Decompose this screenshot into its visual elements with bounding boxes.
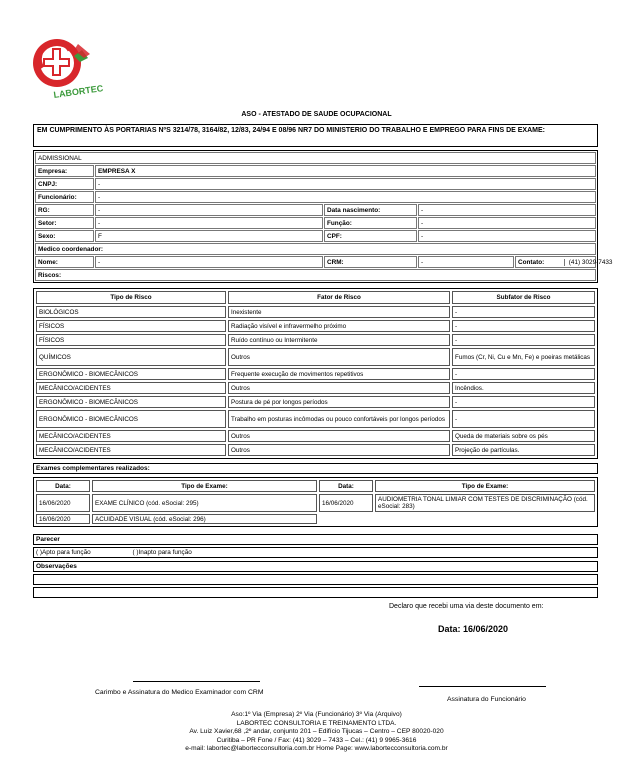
parecer-label: Parecer	[33, 534, 598, 545]
exam-date: 16/06/2020	[36, 494, 90, 512]
risk-row	[36, 368, 595, 380]
parecer-options	[33, 547, 598, 558]
funcionario-label: Funcionário:	[35, 191, 94, 203]
declaration-text: Declaro que recebi uma via deste documento em:	[389, 603, 544, 610]
rg-value: -	[95, 204, 323, 216]
nascimento-label: Data nascimento:	[324, 204, 417, 216]
funcionario-value: -	[95, 191, 596, 203]
observacoes-label: Observações	[33, 561, 598, 572]
exams-section-label: Exames complementares realizados:	[33, 463, 598, 474]
risk-factor: Postura de pé por longos períodos	[228, 396, 450, 408]
setor-value: -	[95, 217, 323, 229]
exam-header-type-left: Tipo de Exame:	[92, 480, 317, 492]
exams-table	[33, 477, 598, 527]
footer-contact: e-mail: labortec@labortecconsultoria.com.br Home Page: www.labortecconsultoria.com.br	[185, 745, 448, 753]
risk-type: ERGONÔMICO - BIOMECÂNICOS	[36, 368, 226, 380]
risk-row	[36, 396, 595, 408]
risk-header-subfator: Subfator de Risco	[452, 291, 595, 304]
risk-subfactor: -	[452, 410, 595, 428]
risk-type: BIOLÓGICOS	[36, 306, 226, 318]
risk-type: MECÂNICO/ACIDENTES	[36, 444, 226, 456]
exam-date: 16/06/2020	[36, 514, 90, 524]
cpf-value: -	[418, 230, 596, 242]
exam-header-type-right: Tipo de Exame:	[375, 480, 595, 492]
setor-label: Setor:	[35, 217, 94, 229]
footer-vias: Aso:1º Via (Empresa) 2º Via (Funcionário) 3º Via (Arquivo)	[231, 711, 402, 718]
risk-subfactor: -	[452, 368, 595, 380]
risk-row	[36, 430, 595, 442]
exam-empty-cell	[319, 514, 595, 524]
risk-subfactor: Fumos (Cr, Ni, Cu e Mn, Fe) e poeiras metálicas	[452, 348, 595, 366]
employee-info-table	[33, 150, 613, 283]
risk-factor: Radiação visível e infravermelho próximo	[228, 320, 450, 332]
contato-cell	[515, 256, 613, 268]
risk-factor: Inexistente	[228, 306, 450, 318]
logo-text: LABORTEC	[52, 83, 104, 100]
crm-value: -	[418, 256, 514, 268]
declaration-date: Data: 16/06/2020	[438, 624, 509, 634]
observacoes-line-1[interactable]	[33, 574, 598, 585]
exam-header-date-right: Data:	[319, 480, 373, 492]
risk-subfactor: -	[452, 306, 595, 318]
risk-type: FÍSICOS	[36, 320, 226, 332]
funcao-value: -	[418, 217, 596, 229]
risk-header-fator: Fator de Risco	[228, 291, 450, 304]
risk-row	[36, 334, 595, 346]
risk-factor: Trabalho em posturas incômodas ou pouco confortáveis por longos períodos	[228, 410, 450, 428]
risk-header-tipo: Tipo de Risco	[36, 291, 226, 304]
inapto-option[interactable]: ( )Inapto para função	[132, 549, 192, 556]
nome-value: -	[95, 256, 323, 268]
coordinator-section-label: Medico coordenador:	[35, 243, 596, 255]
risk-row	[36, 348, 595, 366]
cnpj-value: -	[95, 178, 596, 190]
contato-value: (41) 3029-7433	[568, 258, 613, 266]
sexo-value: F	[95, 230, 323, 242]
employee-signature-label: Assinatura do Funcionário	[447, 696, 526, 703]
risk-type: ERGONÔMICO - BIOMECÂNICOS	[36, 410, 226, 428]
risk-factor: Frequente execução de movimentos repetitivos	[228, 368, 450, 380]
empresa-label: Empresa:	[35, 165, 94, 177]
risk-row	[36, 306, 595, 318]
funcao-label: Função:	[324, 217, 417, 229]
footer-company: LABORTEC CONSULTORIA E TREINAMENTO LTDA.	[236, 719, 397, 727]
labortec-logo	[30, 36, 110, 102]
risk-subfactor: -	[452, 320, 595, 332]
risk-row	[36, 382, 595, 394]
risk-factor: Ruído contínuo ou Intermitente	[228, 334, 450, 346]
observacoes-line-2[interactable]	[33, 587, 598, 598]
risk-row	[36, 410, 595, 428]
crm-label: CRM:	[324, 256, 417, 268]
risk-factor: Outros	[228, 430, 450, 442]
risk-subfactor: Queda de materiais sobre os pés	[452, 430, 595, 442]
risk-row	[36, 444, 595, 456]
risk-subfactor: -	[452, 396, 595, 408]
risk-type: MECÂNICO/ACIDENTES	[36, 430, 226, 442]
risk-factor: Outros	[228, 382, 450, 394]
footer-address: Av. Luiz Xavier,68 ,2º andar, conjunto 201 – Edifício Tijucas – Centro – CEP 80020-020	[189, 728, 444, 736]
risk-subfactor: Incêndios.	[452, 382, 595, 394]
nome-label: Nome:	[35, 256, 94, 268]
exam-header-date-left: Data:	[36, 480, 90, 492]
doctor-signature-line	[133, 681, 260, 682]
risks-section-label: Riscos:	[35, 269, 596, 281]
footer	[0, 711, 633, 754]
risk-type: MECÂNICO/ACIDENTES	[36, 382, 226, 394]
rg-label: RG:	[35, 204, 94, 216]
document-title: ASO - ATESTADO DE SAUDE OCUPACIONAL	[241, 111, 392, 118]
cpf-label: CPF:	[324, 230, 417, 242]
risk-subfactor: -	[452, 334, 595, 346]
nascimento-value: -	[418, 204, 596, 216]
empresa-value: EMPRESA X	[95, 165, 596, 177]
cnpj-label: CNPJ:	[35, 178, 94, 190]
apto-option[interactable]: ( )Apto para função	[36, 549, 91, 556]
employee-signature-line	[419, 686, 546, 687]
risk-subfactor: Projeção de partículas.	[452, 444, 595, 456]
risk-type: FÍSICOS	[36, 334, 226, 346]
risk-factor: Outros	[228, 444, 450, 456]
footer-phone: Curitiba – PR Fone / Fax: (41) 3029 – 7433 – Cel.: (41) 9 9965-3616	[216, 736, 417, 744]
exam-type: EXAME CLÍNICO (cód. eSocial: 295)	[92, 494, 317, 512]
exam-date: 16/06/2020	[319, 494, 373, 512]
risk-factor: Outros	[228, 348, 450, 366]
contato-label: Contato:	[516, 259, 565, 266]
risk-type: QUÍMICOS	[36, 348, 226, 366]
doctor-signature-label: Carimbo e Assinatura do Medico Examinador com CRM	[95, 689, 264, 696]
sexo-label: Sexo:	[35, 230, 94, 242]
risk-table	[33, 288, 598, 459]
exam-type: ACUIDADE VISUAL (cód. eSocial: 296)	[92, 514, 317, 524]
risk-type: ERGONÔMICO - BIOMECÂNICOS	[36, 396, 226, 408]
document-header: EM CUMPRIMENTO ÀS PORTARIAS NºS 3214/78, 3164/82, 12/83, 24/94 E 08/96 NR7 DO MINISTERIO DO TRABALHO E EMPREGO PARA FINS DE EXAME:	[33, 124, 598, 147]
exam-type: AUDIOMETRIA TONAL LIMIAR COM TESTES DE DISCRIMINAÇÃO (cód. eSocial: 283)	[375, 494, 595, 512]
exam-type: ADMISSIONAL	[35, 152, 596, 164]
risk-row	[36, 320, 595, 332]
